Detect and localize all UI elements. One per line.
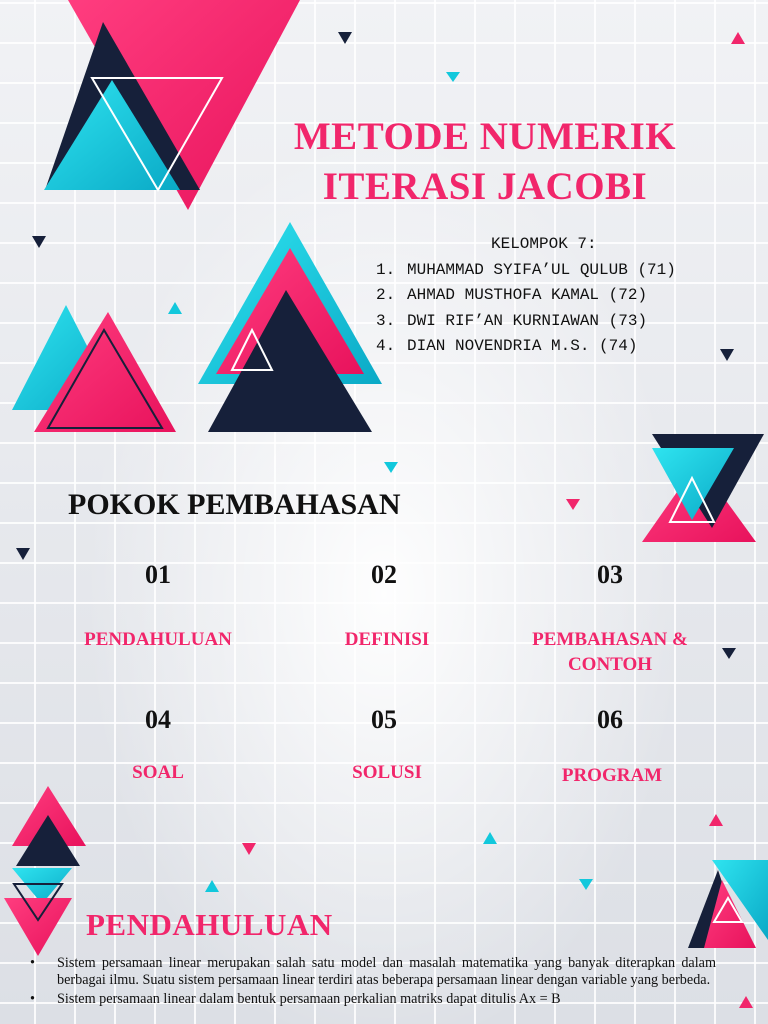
member-name: AHMAD MUSTHOFA KAMAL (72): [407, 286, 648, 304]
member-item: [376, 334, 706, 360]
member-number: 4.: [376, 337, 396, 355]
bullet-text: Sistem persamaan linear dalam bentuk persamaan perkalian matriks dapat ditulis Ax = B: [57, 991, 561, 1007]
topic-number: 05: [371, 705, 397, 734]
topic-number: 02: [371, 560, 397, 589]
member-name: DWI RIF’AN KURNIAWAN (73): [407, 311, 648, 330]
topic-number: 06: [597, 705, 623, 734]
bullet-text: Sistem persamaan linear merupakan salah satu model dan masalah matematika yang banyak diterapkan dalam berbagai ilmu. Suatu sistem persamaan linear terdiri atas beberapa persamaan linear dengan variable yang berbeda.: [57, 955, 716, 988]
list-item: [30, 955, 716, 989]
topic-label: PROGRAM: [561, 765, 663, 786]
group-heading: KELOMPOK 7:: [491, 235, 597, 253]
topic-label: SOLUSI: [352, 762, 422, 783]
triangle-cluster-center: [198, 222, 382, 432]
intro-heading: PENDAHULUAN: [86, 907, 333, 942]
topic-label: SOAL: [132, 762, 184, 783]
topic-number: 03: [597, 560, 623, 589]
bullet-icon: •: [30, 991, 35, 1007]
list-item: [30, 991, 716, 1008]
member-number: 2.: [376, 286, 396, 304]
topic-label: PEMBAHASAN & CONTOH: [532, 629, 688, 675]
member-item: [376, 309, 706, 335]
topics-heading: POKOK PEMBAHASAN: [68, 488, 401, 521]
member-item: [376, 258, 706, 284]
group-members: [376, 232, 706, 360]
title-line-2: ITERASI JACOBI: [322, 165, 648, 208]
triangle-cluster-bottom-left: [4, 786, 86, 956]
topic-label: PENDAHULUAN: [84, 629, 232, 650]
member-name: MUHAMMAD SYIFA’UL QULUB (71): [407, 260, 676, 279]
presentation-title: [230, 112, 740, 212]
member-number: 3.: [376, 311, 396, 330]
topic-label: DEFINISI: [344, 629, 430, 650]
intro-bullets: [30, 955, 716, 1010]
triangle-cluster-bottom-right: [688, 860, 768, 948]
member-name: DIAN NOVENDRIA M.S. (74): [407, 337, 638, 355]
member-item: [376, 283, 706, 309]
topic-number: 04: [145, 705, 171, 734]
title-line-1: METODE NUMERIK: [293, 115, 677, 158]
member-number: 1.: [376, 260, 396, 279]
triangle-cluster-left: [12, 305, 176, 432]
bullet-icon: •: [30, 955, 35, 971]
topic-number: 01: [145, 560, 171, 589]
triangle-cluster-right: [642, 434, 764, 542]
